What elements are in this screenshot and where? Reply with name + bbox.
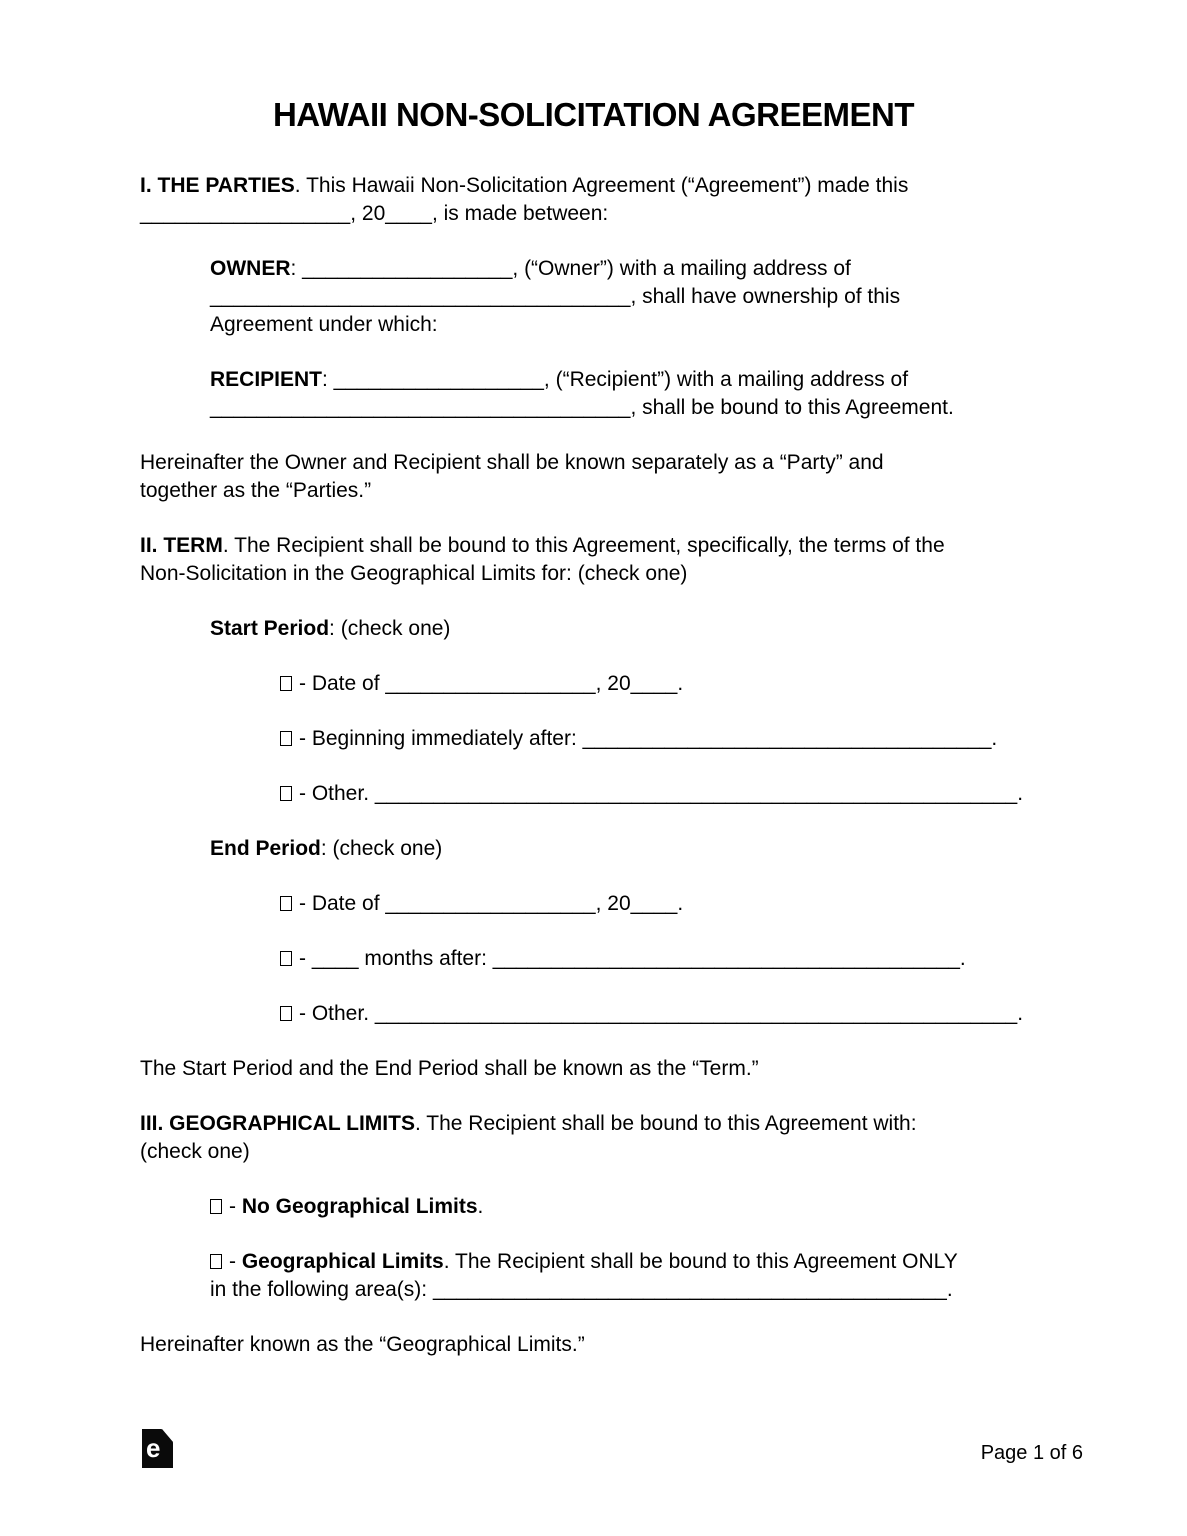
section-term bbox=[140, 532, 1047, 588]
text-run: . This Hawaii Non-Solicitation Agreement (“Agreement”) made this bbox=[294, 174, 909, 197]
end-option-date bbox=[280, 890, 1047, 918]
text-line bbox=[140, 560, 1047, 588]
document-content bbox=[140, 96, 1047, 1386]
text-run: : __________________, (“Recipient”) with a mailing address of bbox=[322, 368, 909, 391]
text-run: in the following area(s): ____________________________________________. bbox=[210, 1278, 953, 1301]
geo-option-no-limits bbox=[210, 1193, 1047, 1221]
text-run: - bbox=[229, 1195, 242, 1218]
text-run: ____________________________________, shall be bound to this Agreement. bbox=[210, 396, 954, 419]
text-run: . The Recipient shall be bound to this Agreement, specifically, the terms of the bbox=[222, 534, 945, 557]
section-parties-heading: I. THE PARTIES bbox=[140, 174, 295, 197]
text-line bbox=[140, 1110, 1047, 1138]
text-run: Hereinafter the Owner and Recipient shall be known separately as a “Party” and bbox=[140, 451, 884, 474]
end-period-label-bold: End Period bbox=[210, 837, 321, 860]
text-line bbox=[140, 200, 1047, 228]
section-geo-heading: III. GEOGRAPHICAL LIMITS bbox=[140, 1112, 415, 1135]
end-option-months-after bbox=[280, 945, 1047, 973]
geo-option-limits bbox=[210, 1248, 1047, 1304]
start-option-beginning-after bbox=[280, 725, 1047, 753]
text-run: __________________, 20____, is made between: bbox=[140, 202, 609, 225]
recipient-clause bbox=[210, 366, 1047, 422]
text-run: ____________________________________, shall have ownership of this bbox=[210, 285, 901, 308]
text-run: together as the “Parties.” bbox=[140, 479, 372, 502]
page-number: Page 1 of 6 bbox=[980, 1442, 1083, 1464]
text-line bbox=[140, 477, 1047, 505]
checkbox-option-label: - Other. _______________________________________________________. bbox=[299, 782, 1024, 805]
text-line bbox=[140, 1138, 1047, 1166]
checkbox-option-label: - Beginning immediately after: ___________________________________. bbox=[299, 727, 998, 750]
term-note bbox=[140, 1055, 1047, 1083]
checkbox-option-label: - Date of __________________, 20____. bbox=[299, 672, 684, 695]
text-run: : (check one) bbox=[320, 837, 443, 860]
end-option-other bbox=[280, 1000, 1047, 1028]
checkbox-icon[interactable] bbox=[280, 1006, 292, 1021]
checkbox-option-label: - Date of __________________, 20____. bbox=[299, 892, 684, 915]
text-run: . The Recipient shall be bound to this Agreement with: bbox=[414, 1112, 917, 1135]
text-run: Agreement under which: bbox=[210, 313, 438, 336]
checkbox-icon[interactable] bbox=[210, 1199, 222, 1214]
geo-note bbox=[140, 1331, 1047, 1359]
checkbox-option-label: - ____ months after: ________________________________________. bbox=[299, 947, 966, 970]
page-title: HAWAII NON-SOLICITATION AGREEMENT bbox=[272, 96, 915, 133]
text-run: Non-Solicitation in the Geographical Limits for: (check one) bbox=[140, 562, 688, 585]
checkbox-icon[interactable] bbox=[280, 676, 292, 691]
text-run: Hereinafter known as the “Geographical Limits.” bbox=[140, 1333, 585, 1356]
checkbox-icon[interactable] bbox=[210, 1254, 222, 1269]
text-line bbox=[210, 283, 1047, 311]
checkbox-icon[interactable] bbox=[280, 731, 292, 746]
section-geographical-limits bbox=[140, 1110, 1047, 1166]
checkbox-icon[interactable] bbox=[280, 896, 292, 911]
owner-clause bbox=[210, 255, 1047, 339]
parties-note bbox=[140, 449, 1047, 505]
recipient-label: RECIPIENT bbox=[210, 368, 323, 391]
checkbox-icon[interactable] bbox=[280, 951, 292, 966]
text-run: : (check one) bbox=[329, 617, 451, 640]
text-line bbox=[210, 1276, 1047, 1304]
geo-option-limits-label: Geographical Limits bbox=[241, 1250, 444, 1273]
eforms-logo bbox=[142, 1429, 173, 1468]
text-line bbox=[210, 311, 1047, 339]
text-line bbox=[140, 449, 1047, 477]
text-line bbox=[210, 394, 1047, 422]
text-line bbox=[210, 366, 1047, 394]
end-period-label bbox=[210, 835, 1047, 863]
text-run: (check one) bbox=[140, 1140, 250, 1163]
start-option-date bbox=[280, 670, 1047, 698]
start-period-label-bold: Start Period bbox=[210, 617, 330, 640]
geo-option-no-limits-label: No Geographical Limits bbox=[241, 1195, 478, 1218]
checkbox-option-label: - Other. _______________________________________________________. bbox=[299, 1002, 1024, 1025]
text-line bbox=[210, 255, 1047, 283]
text-line bbox=[140, 532, 1047, 560]
text-run: . The Recipient shall be bound to this Agreement ONLY bbox=[443, 1250, 958, 1273]
owner-label: OWNER bbox=[210, 257, 291, 280]
text-run: : __________________, (“Owner”) with a mailing address of bbox=[290, 257, 851, 280]
text-line bbox=[210, 1248, 1047, 1276]
checkbox-icon[interactable] bbox=[280, 786, 292, 801]
text-line bbox=[140, 172, 1047, 200]
folded-corner-icon bbox=[162, 1429, 173, 1442]
start-period-label bbox=[210, 615, 1047, 643]
eforms-logo-letter: e bbox=[146, 1433, 161, 1463]
text-run: . bbox=[477, 1195, 484, 1218]
section-parties bbox=[140, 172, 1047, 228]
start-option-other bbox=[280, 780, 1047, 808]
text-run: - bbox=[229, 1250, 242, 1273]
section-term-heading: II. TERM bbox=[140, 534, 223, 557]
text-run: The Start Period and the End Period shall be known as the “Term.” bbox=[140, 1057, 759, 1080]
